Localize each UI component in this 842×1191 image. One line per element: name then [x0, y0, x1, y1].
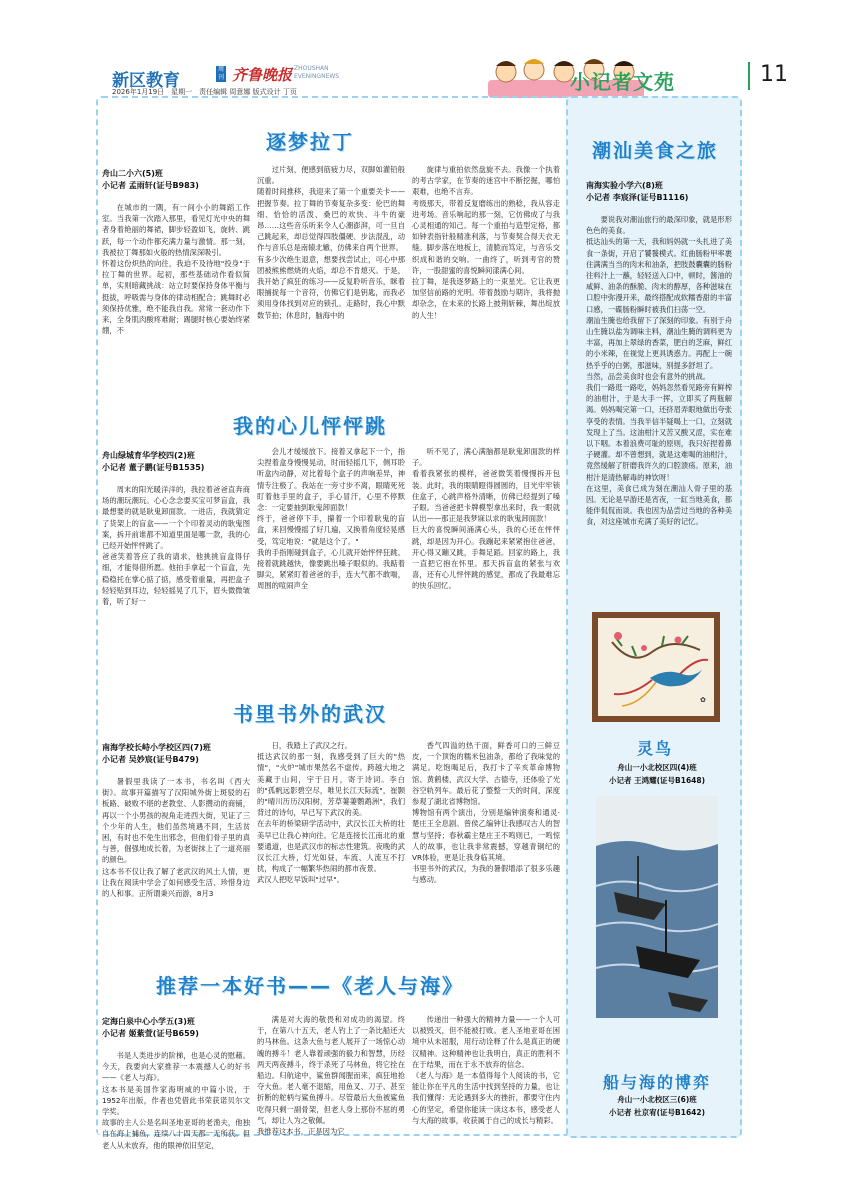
article-school: 定海白泉中心小学五(3)班 [102, 1017, 195, 1026]
caption-title: 船与海的博弈 [602, 1073, 711, 1092]
section-name: 小记者文苑 [570, 70, 675, 94]
article-title: 推荐一本好书——《老人与海》 [156, 974, 464, 998]
masthead-tag: 周刊 [217, 66, 224, 81]
masthead-english: ZHOUSHAN EVENINGNEWS [294, 65, 340, 80]
caption-author: 小记者 杜京宥(证号B1642) [608, 1108, 706, 1117]
article-column: 书是人类进步的阶梯，也是心灵的慰藉。今天，我要向大家推荐一本震撼人心的好书——《老人与海》。 这本书是美国作家海明威的中篇小说，于1952年出版，作者也凭借此书荣获诺贝尔文学奖。 故事的主人公是名叫圣地亚哥的老渔夫，他独自在海上捕鱼，连续八十四天都一无所获。但老人从未放弃，他的眼神依旧坚定， [102, 1051, 250, 1150]
article-column: 香气四溢的热干面，鲜香可口的三鲜豆皮，一个顶饱的糯米包油条，都给了我味觉的满足。吃饱喝足后，我打卡了辛亥革命博物馆、黄鹤楼、武汉大学、古德寺，还体验了光谷空轨列车。最后花了整整一天的时间，深度参观了湖北省博物馆。 博物馆有两个演出，分别是编钟演奏和通灵·楚庄王全息剧。曾侯乙编钟让我感叹古人的智慧与坚持；春秋霸主楚庄王不鸣则已，一鸣惊人的故事，也让我非常震撼，穿越青铜纪的VR体验，更是让我身临其境。 书里书外的武汉，为我的暑假增添了很多乐趣与感动。 [412, 741, 560, 885]
article-author: 小记者 吴妙宸(证号B479) [102, 755, 199, 764]
page-number: 11 [760, 62, 788, 87]
sidebar-author: 小记者 李宸泽(证号B1116) [586, 193, 689, 202]
svg-text:✿: ✿ [700, 696, 706, 704]
caption-school: 舟山一小北校区三(6)班 [617, 1095, 697, 1104]
article-column: 日，我踏上了武汉之行。 抵达武汉的那一刻，我感受到了巨大的"热情"，"火炉"城市果然名不虚传。跨越大地之美藏于山间，宇于日月，寄于诗词。李白的"孤帆远影碧空尽，唯见长江天际流"，崔颢的"晴川历历汉阳树，芳草萋萋鹦鹉洲"，我们背过的诗句，早已写下武汉的美。 在去年的桥梁研学活动中，武汉长江大桥的壮美早已让我心神向往。它是连接长江南北的重要通道，也是武汉市的标志性建筑。夜晚的武汉长江大桥，灯光如昼，车流、人流互不打扰，构成了一幅繁华热闹的都市夜景。 武汉人把吃早饭叫"过早"。 [257, 741, 405, 885]
article-title: 书里书外的武汉 [233, 702, 387, 726]
bird-painting-icon [592, 612, 720, 722]
sidebar-title: 潮汕美食之旅 [591, 140, 718, 162]
caption-title: 灵鸟 [636, 739, 673, 758]
masthead-brand: 齐鲁晚报 [232, 66, 293, 84]
article-author: 小记者 姬紫萱(证号B659) [102, 1029, 199, 1038]
article-column: 周末的阳光暖洋洋的，我拉着爸爸直奔商场的潮玩潮玩。心心念念要买宝可梦盲盒，我最想要的就是耿鬼卸面款。一进店，我就猜定了货架上的盲盒——一个个印着灵动的耿鬼图案，拆开前谁都不知道里面是哪一款，我的心已经开始怦怦跳了。 爸爸笑着答应了我的请求，他挑挑盲盒得仔细，才能得借所愿。他拍手拿起一个盲盒，先稳稳托在掌心掂了掂，感受着重量，再把盒子轻轻贴到耳边，轻轻摇晃了几下，眉头微微皱着，听了好一 [102, 485, 250, 607]
article-column: 过片刻，便感到筋疲力尽，双脚如灌铅般沉重。 随着时间推移，我迎来了第一个重要关卡——把握节奏。拉丁舞的节奏复杂多变：伦巴的舞细、恰恰的活泼、桑巴的欢快、斗牛的豪昂……这些音乐听来令人心潮澎湃，可一旦自己跳起来，却总觉得四肢僵硬、步法混乱，动作与音乐总是南辕北辙，仿佛来自两个世界。 有多少次绝生退意，想要找尝试止，可心中那团被熊熊燃烧的火焰，却总不肯熄灭。于是，我开始了疯狂的练习——反复聆听音乐，眯着眼捕捉每一个音符，仿佛它们是钥匙，而我必须用身体找到对应的锁孔。走路时，我心中默数节拍；休息时，脑海中的 [257, 165, 405, 320]
caption-author: 小记者 王鸿耀(证号B1648) [608, 776, 706, 785]
article-author: 小记者 孟雨轩(证号B983) [102, 181, 199, 190]
article-title: 我的心儿怦怦跳 [233, 414, 387, 438]
masthead [96, 58, 796, 98]
article-column: 在城市的一隅，有一间小小的舞蹈工作室。当我第一次踏入那里，看见灯光中央的舞者身着艳丽的舞裙，脚步轻盈如飞，旋转、跳跃，每一个动作都充满力量与激情。那一刻，我被拉丁舞那如火般的热情深深吸引。 怀着这份炽热的向往，我迫不及待地"投身"于拉丁舞的世界。起初，那些基础动作看似简单，实则暗藏挑战：站立时要保持身体平衡与挺拔，呼吸需与身体的律动相配合；跳舞时必须保持优雅，绝不能我自我。常常一套动作下来，全身肌肉酸疼难耐；踢腿时核心要始终紧绷，不 [102, 203, 250, 336]
sidebar-school: 南海实验小学六(8)班 [586, 181, 663, 190]
sidebar-column: 要说我对潮汕旅行的最深印象，就是形形色色的美食。 抵达汕头的第一天，我和妈妈就一头扎进了美食一条街，开启了饕餮模式。红曲肠粉甲率裹住满满当当的肉末和油条，把肢鼓囊囊的肠粉往料汁上一蘸，轻轻送入口中，顿时，酱油的咸鲜、油条的酥脆、肉末的醇厚，各种滋味在口腔中弥漫开来，最终搭配成软糯香甜的丰富口感，一碟肠粉瞬时被我们扫荡一空。 潮汕生腌也给我留下了深刻的印象。有别于舟山生腌以盐为调味主料，潮汕生腌的调料更为丰富，再加上翠绿的香菜，肥白的芝麻，鲜红的小米辣，在视觉上更具诱惑力。再配上一碗热乎乎的白粥，那滋味，别提多舒坦了。 当然，品尝美食时也会有意外的挑战。 我们一路逛一路吃，妈妈忽然看见路旁有鲜榨的油柑汁，于是大手一挥，立即买了两瓶解渴。妈妈喝完第一口，还挤眉弄眼地做出夸张享受的表情。当我半信半疑喝上一口，立刻就发现上了当。这油柑汁又苦又酸又涩，实在难以下咽。本着浪费可耻的原则，我只好捏着鼻子硬灌。却不曾想到，就是这难喝的油柑汁，竟然缓解了肝磨我许久的口腔溃疡。原来，油柑汁是清热解毒的神饮呀！ 在这里，美食已成为刻在潮汕人骨子里的基因。无论是早游还是宵夜，一缸当地美食，都能伴侃侃而谈。我也因为品尝过当地的各种美食，对这座城市充满了美好的记忆。 [586, 215, 732, 527]
article-author: 小记者 董子鹏(证号B1535) [102, 463, 205, 472]
article-column: 传递出一种强大的精神力量——一个人可以被毁灭，但不能被打败。老人圣地亚哥在困境中从未屈服，用行动诠释了什么是真正的硬汉精神。这种精神也让我明白，真正的胜利不在于结果，而在于永不放弃的信念。 《老人与海》是一本值得每个人阅读的书，它能让你在平凡的生活中找到坚持的力量，也让我们懂得：无论遇到多大的挫折，都要守住内心的坚定，希望你能读一读这本书，感受老人与大海的故事，收获属于自己的成长与精彩。 [412, 1015, 560, 1125]
article-school: 南海学校长峙小学校区四(7)班 [102, 743, 211, 752]
article-school: 舟山绿城育华学校四(2)班 [102, 451, 195, 460]
article-school: 舟山二小六(5)班 [102, 169, 163, 178]
article-column: 听不见了，满心满脑都是耿鬼卸面款的样子。 看着我紧张的模样，爸爸微笑着慢慢拆开包装。此时，我的眼睛瞪得圆圆的，目光牢牢锁住盒子，心跳声格外清晰，仿佛已经提到了嗓子眼。当爸爸把卡牌模型拿出来时，我一眼就认出——那正是我梦寐以求的耿鬼卸面款！ 巨大的喜悦瞬间涌满心头，我的心还在怦怦跳，却是因为开心。我蹦起来紧紧抱住爸爸，开心得又蹦又跳，手舞足蹈。回家的路上，我一直把它抱在怀里。那天拆盲盒的紧张与欢喜，还有心儿怦怦跳的感觉，都成了我最难忘的快乐回忆。 [412, 447, 560, 591]
caption-school: 舟山一小北校区四(4)班 [617, 763, 697, 772]
boats-painting-icon [596, 796, 718, 1018]
article-column: 旋律与重拍依然盘旋不去。我像一个执着的考古学家，在节奏的迷宫中不断挖掘，哪怕艰难，也绝不言弃。 考级那天，带着反复磨练出的熟稔，我从容走进考场。音乐响起的那一刻，它仿佛成了与我心灵相通的知己。每一个重拍与造型定格，都如钟表指针般精准利落，与节奏契合得天衣无缝。脚步落在地板上，清脆而笃定，与音乐交织成和谐的交响。一曲终了，听到考官的赞许，一股甜蜜的喜悦瞬间漾满心间。 拉丁舞，是我逐梦路上的一束星光。它让我更加坚信前路的光明。带着鼓励与期许，我将抛却杂念，在未来的长路上披荆斩棘，舞出绽放的人生！ [412, 165, 560, 320]
masthead-title: 新区教育 [112, 71, 180, 91]
masthead-divider [748, 62, 750, 90]
article-column: 满是对大海的敬畏和对成功的渴望。终于，在第八十五天，老人钓上了一条比船还大的马林鱼。这条大鱼与老人展开了一场惊心动魄的搏斗！老人靠着顽强的毅力和智慧，历经两天两夜搏斗，终于杀死了马林鱼，将它拴在船边。归航途中，鲨鱼群闻腥而来，疯狂地抢夺大鱼。老人毫不退缩，用鱼叉、刀子、甚至折断的舵柄与鲨鱼搏斗。尽管最后大鱼被鲨鱼吃得只剩一副骨架，但老人身上那份不屈的勇气，却让人为之敬佩。 我推荐这本书，正是因为它 [257, 1015, 405, 1137]
article-column: 会儿才缓缓放下。接着又拿起下一个，指尖捏着盒身慢慢晃动，时而轻摇几下，侧耳聆听盒内动静，对比着每个盒子的声响差异，神情专注极了。我站在一旁寸步不离，眼睛死死盯着他手里的盒子，手心冒汗，心里不停默念：一定要抽到耿鬼卸面款！ 终于，爸爸停下手，攥着一个印着耿鬼的盲盒，来回慢慢摇了好几遍，又换着角度轻晃感受，笃定地说："就是这个了。" 我的手指刚碰到盒子，心儿就开始怦怦狂跳。接着就跳越快，像要跳出嗓子眼似的。我踮着脚尖，紧紧盯着爸爸的手，连大气都不敢喘，周围的喧闹声全 [257, 447, 405, 591]
article-column: 暑假里我读了一本书，书名叫《西大街》。故事开篇描写了汉阳城外街上斑驳的石板路、破败不堪的老教堂、人影攒动的商铺，再以一个小男孩的视角走进西大街，见证了三个少年的人生，他们虽然境遇不同，生活贫困，有时也不免生出邪念，但他们骨子里的真与善，倔强地成长着，为老街抹上了一道亮丽的颜色。 这本书不仅让我了解了老武汉的风土人情，更让我在阅读中学会了如何感受生活、珍惜身边的人和事。正所谓秉兴而游，8月3 [102, 777, 250, 899]
article-title: 逐梦拉丁 [266, 130, 354, 154]
masthead-meta: 2026年1月19日 星期一 责任编辑 周意娜 版式设计 丁页 [112, 88, 297, 96]
